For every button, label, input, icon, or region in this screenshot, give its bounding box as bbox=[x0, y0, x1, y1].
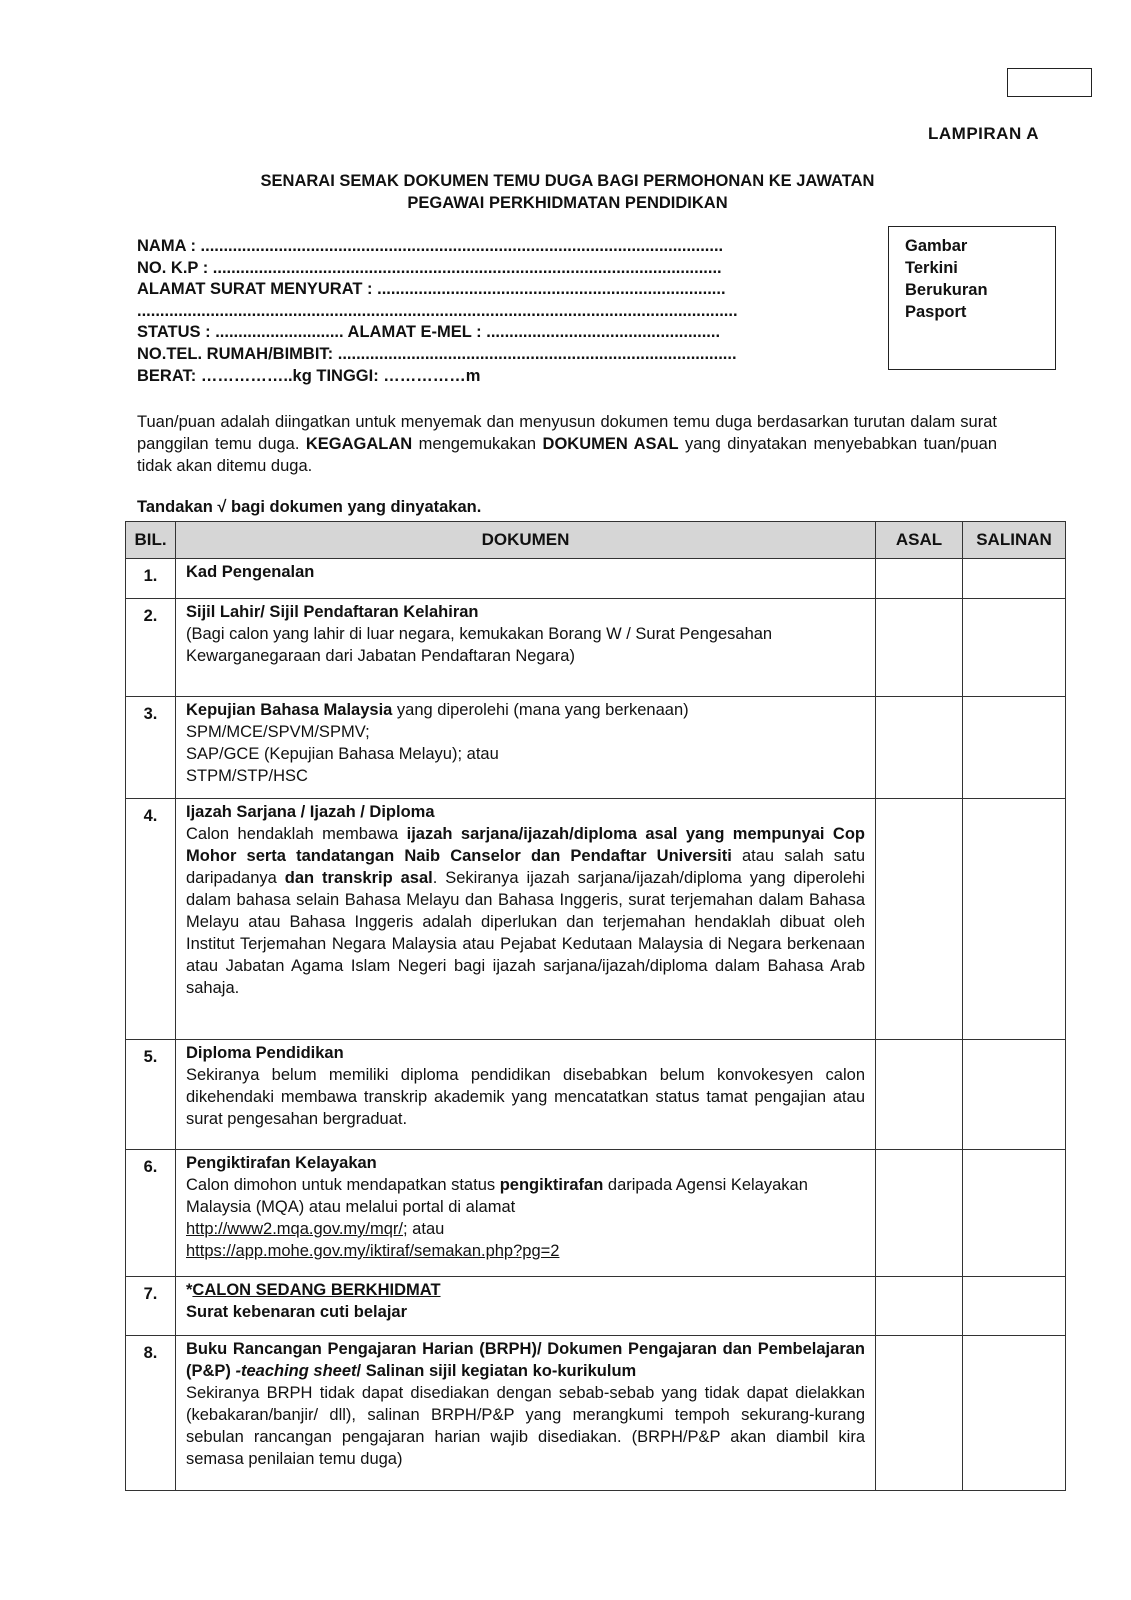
salinan-checkbox-cell[interactable] bbox=[963, 1150, 1066, 1277]
page-title bbox=[120, 170, 1015, 214]
salinan-checkbox-cell[interactable] bbox=[963, 799, 1066, 1040]
doc-title: CALON SEDANG BERKHIDMAT bbox=[192, 1281, 441, 1299]
asal-checkbox-cell[interactable] bbox=[876, 559, 963, 599]
doc-title-line bbox=[186, 699, 865, 721]
row-number: 5. bbox=[126, 1040, 176, 1150]
row-document bbox=[176, 1277, 876, 1336]
doc-bold-1: Buku Rancangan Pengajaran Harian (BRPH)/ Dokumen Pengajaran dan Pembelajaran (P&P) bbox=[186, 1340, 865, 1380]
header-asal: ASAL bbox=[876, 522, 963, 559]
field-status-email[interactable]: STATUS : ............................ ALAMAT E-MEL : ................................................... bbox=[137, 323, 721, 342]
row-document bbox=[176, 1150, 876, 1277]
photo-box bbox=[888, 226, 1056, 370]
doc-bold-1: ijazah sarjana/ijazah/diploma asal yang mempunyai Cop Mohor serta tandatangan Naib Canselor dan Pendaftar Universiti bbox=[186, 825, 865, 865]
salinan-checkbox-cell[interactable] bbox=[963, 1040, 1066, 1150]
row-number: 2. bbox=[126, 599, 176, 697]
doc-bold-2: dan transkrip asal bbox=[284, 869, 433, 887]
doc-title: Kepujian Bahasa Malaysia bbox=[186, 701, 393, 719]
tick-instruction: Tandakan √ bagi dokumen yang dinyatakan. bbox=[137, 498, 482, 516]
doc-description: Sekiranya BRPH tidak dapat disediakan dengan sebab-sebab yang tidak dapat dielakkan (kebakaran/banjir/ dll), salinan BRPH/P&P yang merangkumi tempoh sekurang-kurang sebulan rancangan pengajaran harian wajib disediakan. (BRPH/P&P akan diambil kira semasa penilaian temu duga) bbox=[186, 1384, 865, 1468]
doc-description bbox=[186, 1174, 865, 1218]
salinan-checkbox-cell[interactable] bbox=[963, 559, 1066, 599]
intro-paragraph bbox=[137, 411, 997, 477]
photo-label-3: Berukuran bbox=[905, 281, 988, 299]
lampiran-label: LAMPIRAN A bbox=[928, 124, 1040, 143]
doc-title: Pengiktirafan Kelayakan bbox=[186, 1154, 377, 1172]
asal-checkbox-cell[interactable] bbox=[876, 599, 963, 697]
reference-number-box bbox=[1007, 68, 1092, 97]
doc-title-rest: yang diperolehi (mana yang berkenaan) bbox=[392, 701, 689, 719]
doc-description bbox=[186, 823, 865, 999]
field-alamat-line-2[interactable]: ................................................................................................................................... bbox=[137, 301, 738, 320]
header-salinan: SALINAN bbox=[963, 522, 1066, 559]
field-berat-tinggi[interactable]: BERAT: ……………..kg TINGGI: ……………m bbox=[137, 366, 481, 385]
table-row bbox=[126, 559, 1066, 599]
doc-italic-1: -teaching sheet bbox=[235, 1362, 357, 1380]
row-number: 3. bbox=[126, 697, 176, 799]
table-row bbox=[126, 1150, 1066, 1277]
row-document bbox=[176, 599, 876, 697]
intro-text-1: Tuan/puan adalah diingatkan untuk menyemak dan menyusun dokumen temu duga berdasarkan turutan dalam surat panggilan temu duga. bbox=[137, 413, 997, 453]
asal-checkbox-cell[interactable] bbox=[876, 1277, 963, 1336]
photo-label-2: Terkini bbox=[905, 259, 958, 277]
doc-bold-1: pengiktirafan bbox=[499, 1176, 604, 1194]
table-row bbox=[126, 1040, 1066, 1150]
doc-title: Sijil Lahir/ Sijil Pendaftaran Kelahiran bbox=[186, 603, 479, 621]
doc-text-3: ; atau bbox=[403, 1220, 445, 1238]
field-nama[interactable]: NAMA : .................................................................................................................. bbox=[137, 237, 724, 255]
salinan-checkbox-cell[interactable] bbox=[963, 599, 1066, 697]
asal-checkbox-cell[interactable] bbox=[876, 799, 963, 1040]
doc-description: Sekiranya belum memiliki diploma pendidikan disebabkan belum konvokesyen calon dikehendaki membawa transkrip akademik yang mencatatkan status tamat pengajian atau surat pengesahan bergraduat. bbox=[186, 1066, 865, 1128]
intro-bold-dokumen-asal: DOKUMEN ASAL bbox=[542, 435, 679, 453]
row-document bbox=[176, 799, 876, 1040]
doc-line-2: SAP/GCE (Kepujian Bahasa Melayu); atau bbox=[186, 745, 499, 763]
row-number: 1. bbox=[126, 559, 176, 599]
table-row bbox=[126, 697, 1066, 799]
intro-text-2: mengemukakan bbox=[412, 435, 543, 453]
table-header-row bbox=[126, 522, 1066, 559]
asal-checkbox-cell[interactable] bbox=[876, 1040, 963, 1150]
row-number: 4. bbox=[126, 799, 176, 1040]
asal-checkbox-cell[interactable] bbox=[876, 1150, 963, 1277]
applicant-fields bbox=[137, 236, 837, 387]
salinan-checkbox-cell[interactable] bbox=[963, 1277, 1066, 1336]
table-row bbox=[126, 1277, 1066, 1336]
salinan-checkbox-cell[interactable] bbox=[963, 697, 1066, 799]
doc-title: Ijazah Sarjana / Ijazah / Diploma bbox=[186, 803, 435, 821]
doc-line-3: STPM/STP/HSC bbox=[186, 767, 308, 785]
doc-text-2: daripada Agensi Kelayakan Malaysia (MQA) atau melalui portal di alamat bbox=[186, 1176, 808, 1216]
doc-text-1: Calon dimohon untuk mendapatkan status bbox=[186, 1176, 500, 1194]
doc-text-2: atau salah satu daripadanya bbox=[186, 847, 865, 887]
row-document bbox=[176, 1336, 876, 1491]
row-document bbox=[176, 697, 876, 799]
asal-checkbox-cell[interactable] bbox=[876, 697, 963, 799]
asal-checkbox-cell[interactable] bbox=[876, 1336, 963, 1491]
row-document bbox=[176, 559, 876, 599]
doc-title bbox=[186, 1338, 865, 1382]
doc-title: Diploma Pendidikan bbox=[186, 1044, 344, 1062]
header-bil: BIL. bbox=[126, 522, 176, 559]
doc-bold-2: / Salinan sijil kegiatan ko-kurikulum bbox=[356, 1362, 637, 1380]
field-no-kp[interactable]: NO. K.P : ............................................................................................................... bbox=[137, 258, 722, 277]
mqa-link[interactable]: http://www2.mqa.gov.my/mqr/ bbox=[186, 1220, 404, 1238]
header-dokumen: DOKUMEN bbox=[176, 522, 876, 559]
doc-title: Kad Pengenalan bbox=[186, 563, 315, 581]
document-checklist-table bbox=[125, 521, 1066, 1491]
row-number: 8. bbox=[126, 1336, 176, 1491]
field-telephone[interactable]: NO.TEL. RUMAH/BIMBIT: ....................................................................................... bbox=[137, 344, 737, 363]
doc-star: * bbox=[186, 1281, 193, 1299]
doc-description: (Bagi calon yang lahir di luar negara, kemukakan Borang W / Surat Pengesahan Kewarganegaraan dari Jabatan Pendaftaran Negara) bbox=[186, 625, 773, 665]
row-document bbox=[176, 1040, 876, 1150]
title-line-2: PEGAWAI PERKHIDMATAN PENDIDIKAN bbox=[407, 194, 728, 212]
photo-label-1: Gambar bbox=[905, 237, 968, 255]
intro-text-3: yang dinyatakan menyebabkan tuan/puan tidak akan ditemu duga. bbox=[137, 435, 997, 475]
doc-title-line bbox=[186, 1279, 865, 1301]
row-number: 7. bbox=[126, 1277, 176, 1336]
field-alamat[interactable]: ALAMAT SURAT MENYURAT : ............................................................................ bbox=[137, 280, 726, 299]
mohe-link[interactable]: https://app.mohe.gov.my/iktiraf/semakan.php?pg=2 bbox=[186, 1242, 560, 1260]
salinan-checkbox-cell[interactable] bbox=[963, 1336, 1066, 1491]
doc-text-3: . Sekiranya ijazah sarjana/ijazah/diploma yang diperolehi dalam bahasa selain Bahasa Melayu dan Bahasa Inggeris, surat terjemahan dalam Bahasa Melayu atau Bahasa Inggeris adalah diperlukan dan terjemahan hendaklah dibuat oleh Institut Terjemahan Negara Malaysia atau Pejabat Kedutaan Malaysia di Negara berkenaan atau Jabatan Agama Islam Negeri bagi ijazah sarjana/ijazah/diploma dalam Bahasa Arab sahaja. bbox=[186, 869, 865, 997]
table-row bbox=[126, 599, 1066, 697]
doc-line-1: SPM/MCE/SPVM/SPMV; bbox=[186, 723, 370, 741]
doc-text-1: Calon hendaklah membawa bbox=[186, 825, 407, 843]
intro-bold-kegagalan: KEGAGALAN bbox=[305, 435, 413, 453]
photo-label-4: Pasport bbox=[905, 303, 967, 321]
table-row bbox=[126, 1336, 1066, 1491]
doc-subtitle: Surat kebenaran cuti belajar bbox=[186, 1303, 408, 1321]
row-number: 6. bbox=[126, 1150, 176, 1277]
title-line-1: SENARAI SEMAK DOKUMEN TEMU DUGA BAGI PERMOHONAN KE JAWATAN bbox=[260, 172, 875, 190]
table-row bbox=[126, 799, 1066, 1040]
